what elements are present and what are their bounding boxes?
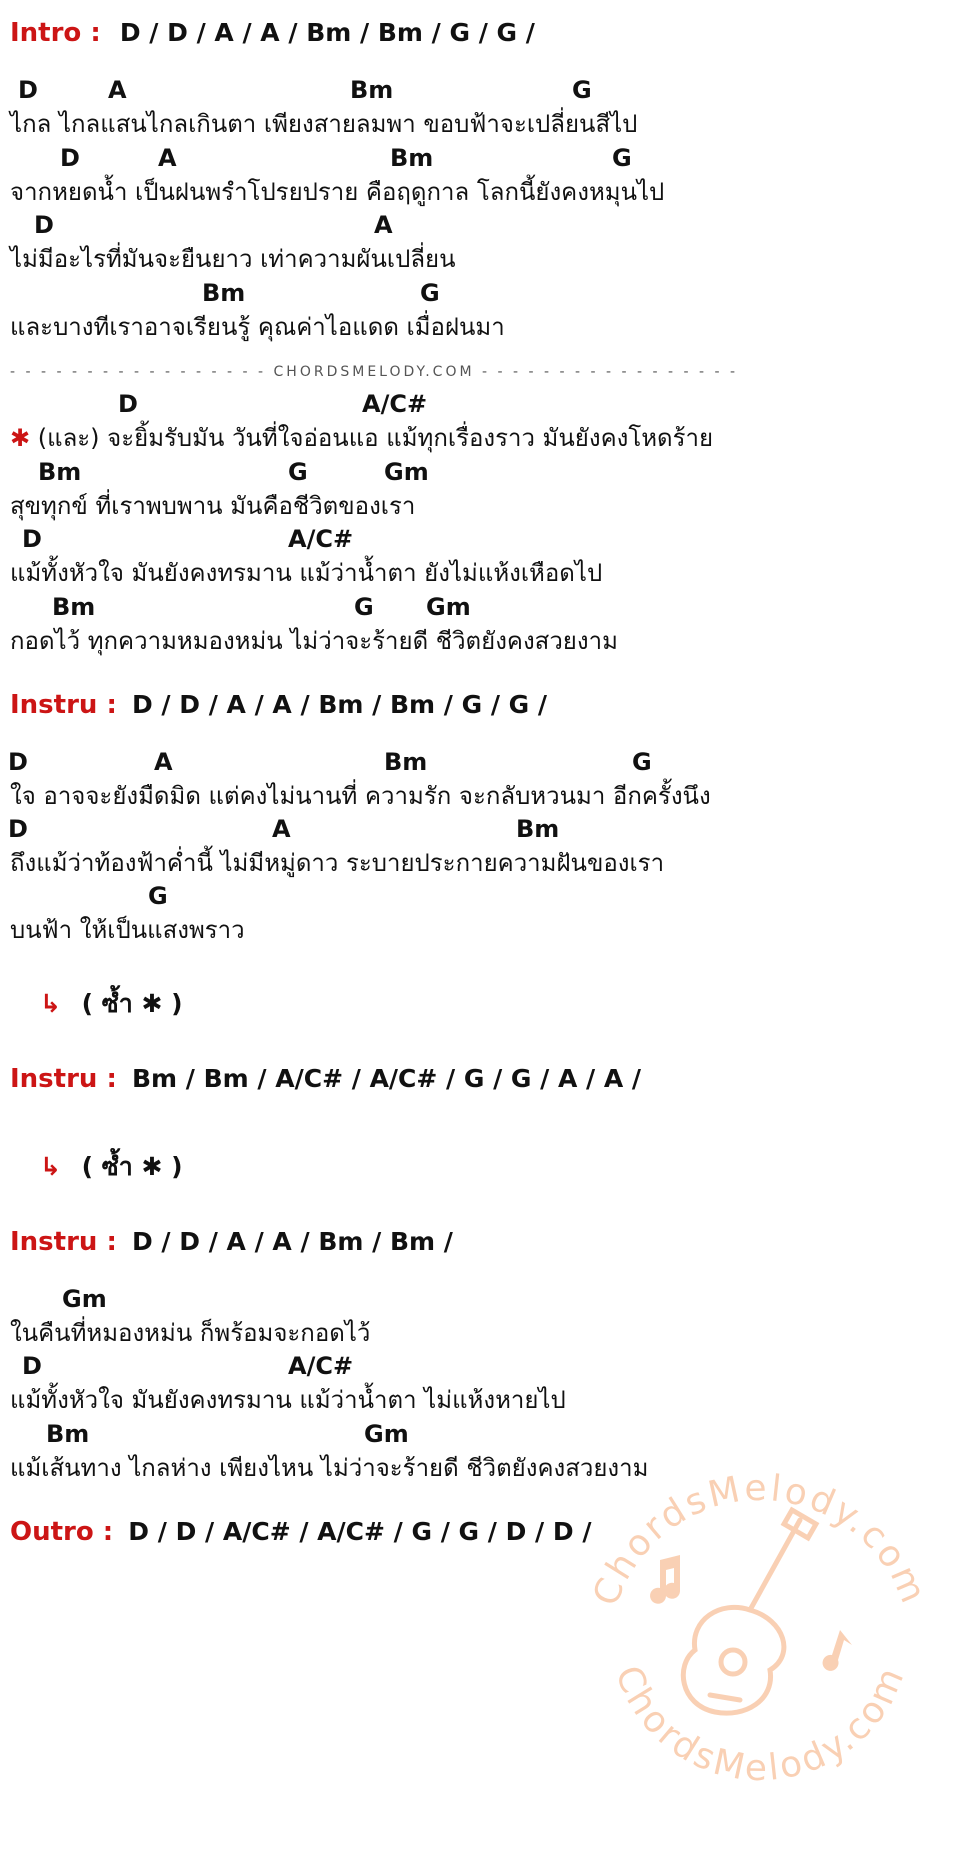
chord: Gm	[426, 593, 471, 621]
chord: A	[108, 76, 127, 104]
chord: A	[158, 144, 177, 172]
repeat-label: ( ซ้ำ ✱ )	[81, 1152, 183, 1181]
chord: Bm	[38, 458, 82, 486]
watermark-top-text: ChordsMelody.com	[585, 1467, 935, 1612]
chord: A	[154, 748, 173, 776]
lyric-line: จากหยดน้ำ เป็นฝนพรำโปรยปราย คือฤดูกาล โลกนี้ยังคงหมุนไป	[10, 178, 665, 206]
watermark-bottom-text: ChordsMelody.com	[606, 1659, 914, 1790]
repeat-marker	[40, 1147, 183, 1187]
repeat-label: ( ซ้ำ ✱ )	[81, 989, 183, 1018]
chord: G	[572, 76, 592, 104]
lyric-line: และบางทีเราอาจเรียนรู้ คุณค่าไอแดด เมื่อฝนมา	[10, 313, 505, 341]
chord: Gm	[384, 458, 429, 486]
instru-label: Instru :	[10, 1227, 117, 1257]
chord: A	[374, 211, 393, 239]
outro-row	[10, 1517, 591, 1547]
lyric-line: บนฟ้า ให้เป็นแสงพราว	[10, 916, 245, 944]
chord: G	[420, 279, 440, 307]
lyric-line: ถึงแม้ว่าท้องฟ้าค่ำนี้ ไม่มีหมู่ดาว ระบายประกายความฝันของเรา	[10, 849, 665, 877]
return-arrow-icon: ↳	[40, 989, 61, 1018]
chord: G	[354, 593, 374, 621]
chord: D	[8, 748, 28, 776]
chord: Gm	[364, 1420, 409, 1448]
chord: D	[34, 211, 54, 239]
lyric-line: ไม่มีอะไรที่มันจะยืนยาว เท่าความผันเปลี่ยน	[10, 245, 456, 273]
chord: Bm	[46, 1420, 90, 1448]
instru-progression: D / D / A / A / Bm / Bm / G / G /	[131, 690, 548, 719]
chord: Bm	[202, 279, 246, 307]
instru-progression: Bm / Bm / A/C# / A/C# / G / G / A / A /	[131, 1064, 642, 1093]
svg-text:ChordsMelody.com	[607, 1659, 914, 1789]
lyric-line: แม้ทั้งหัวใจ มันยังคงทรมาน แม้ว่าน้ำตา ไม่แห้งหายไป	[10, 1386, 566, 1414]
instru-label: Instru :	[10, 1064, 117, 1094]
instru-row	[10, 690, 547, 720]
instru-label: Instru :	[10, 690, 117, 720]
lyric-line: ไกล ไกลแสนไกลเกินตา เพียงสายลมพา ขอบฟ้าจะเปลี่ยนสีไป	[10, 110, 638, 138]
lyric-line: กอดไว้ ทุกความหมองหม่น ไม่ว่าจะร้ายดี ชีวิตยังคงสวยงาม	[10, 627, 618, 655]
chord: D	[18, 76, 38, 104]
chord: G	[148, 882, 168, 910]
chord: A/C#	[288, 1352, 354, 1380]
intro-label: Intro :	[10, 18, 101, 48]
intro-progression: D / D / A / A / Bm / Bm / G / G /	[119, 18, 535, 47]
lyric-line: แม้ทั้งหัวใจ มันยังคงทรมาน แม้ว่าน้ำตา ยังไม่แห้งเหือดไป	[10, 559, 603, 587]
chord: D	[8, 815, 28, 843]
chord: Bm	[350, 76, 394, 104]
lyric-line: สุขทุกข์ ที่เราพบพาน มันคือชีวิตของเรา	[10, 492, 416, 520]
chord: Gm	[62, 1285, 107, 1313]
chord: A	[272, 815, 291, 843]
chord: Bm	[384, 748, 428, 776]
lyric-line: ใจ อาจจะยังมืดมิด แต่คงไม่นานที่ ความรัก จะกลับหวนมา อีกครั้งนึง	[10, 782, 711, 810]
chorus-line	[10, 418, 713, 457]
chord: Bm	[52, 593, 96, 621]
return-arrow-icon: ↳	[40, 1152, 61, 1181]
repeat-marker	[40, 984, 183, 1024]
instru-progression: D / D / A / A / Bm / Bm /	[131, 1227, 453, 1256]
chord: D	[118, 390, 138, 418]
outro-label: Outro :	[10, 1517, 114, 1547]
chord: G	[612, 144, 632, 172]
guitar-icon	[683, 1510, 816, 1713]
chordsmelody-watermark-logo	[570, 1450, 950, 1830]
instru-row	[10, 1227, 453, 1257]
lyric-line: ในคืนที่หมองหม่น ก็พร้อมจะกอดไว้	[10, 1319, 371, 1347]
chord: G	[632, 748, 652, 776]
chord: D	[60, 144, 80, 172]
music-note-icon	[650, 1555, 852, 1671]
chord: Bm	[516, 815, 560, 843]
instru-row	[10, 1064, 641, 1094]
chord: Bm	[390, 144, 434, 172]
intro-row	[10, 18, 535, 48]
outro-progression: D / D / A/C# / A/C# / G / G / D / D /	[128, 1517, 592, 1546]
site-separator: - - - - - - - - - - - - - - - - - CHORDSMELODY.COM - - - - - - - - - - - - - - - - -	[10, 364, 739, 380]
chord: A/C#	[288, 525, 354, 553]
lyric-line: (และ) จะยิ้มรับมัน วันที่ใจอ่อนแอ แม้ทุกเรื่องราว มันยังคงโหดร้าย	[37, 424, 714, 452]
chord: A/C#	[362, 390, 428, 418]
chorus-star-icon: ✱	[10, 424, 31, 452]
chord: D	[22, 525, 42, 553]
chord: G	[288, 458, 308, 486]
chord: D	[22, 1352, 42, 1380]
lyric-line: แม้เส้นทาง ไกลห่าง เพียงไหน ไม่ว่าจะร้ายดี ชีวิตยังคงสวยงาม	[10, 1454, 649, 1482]
